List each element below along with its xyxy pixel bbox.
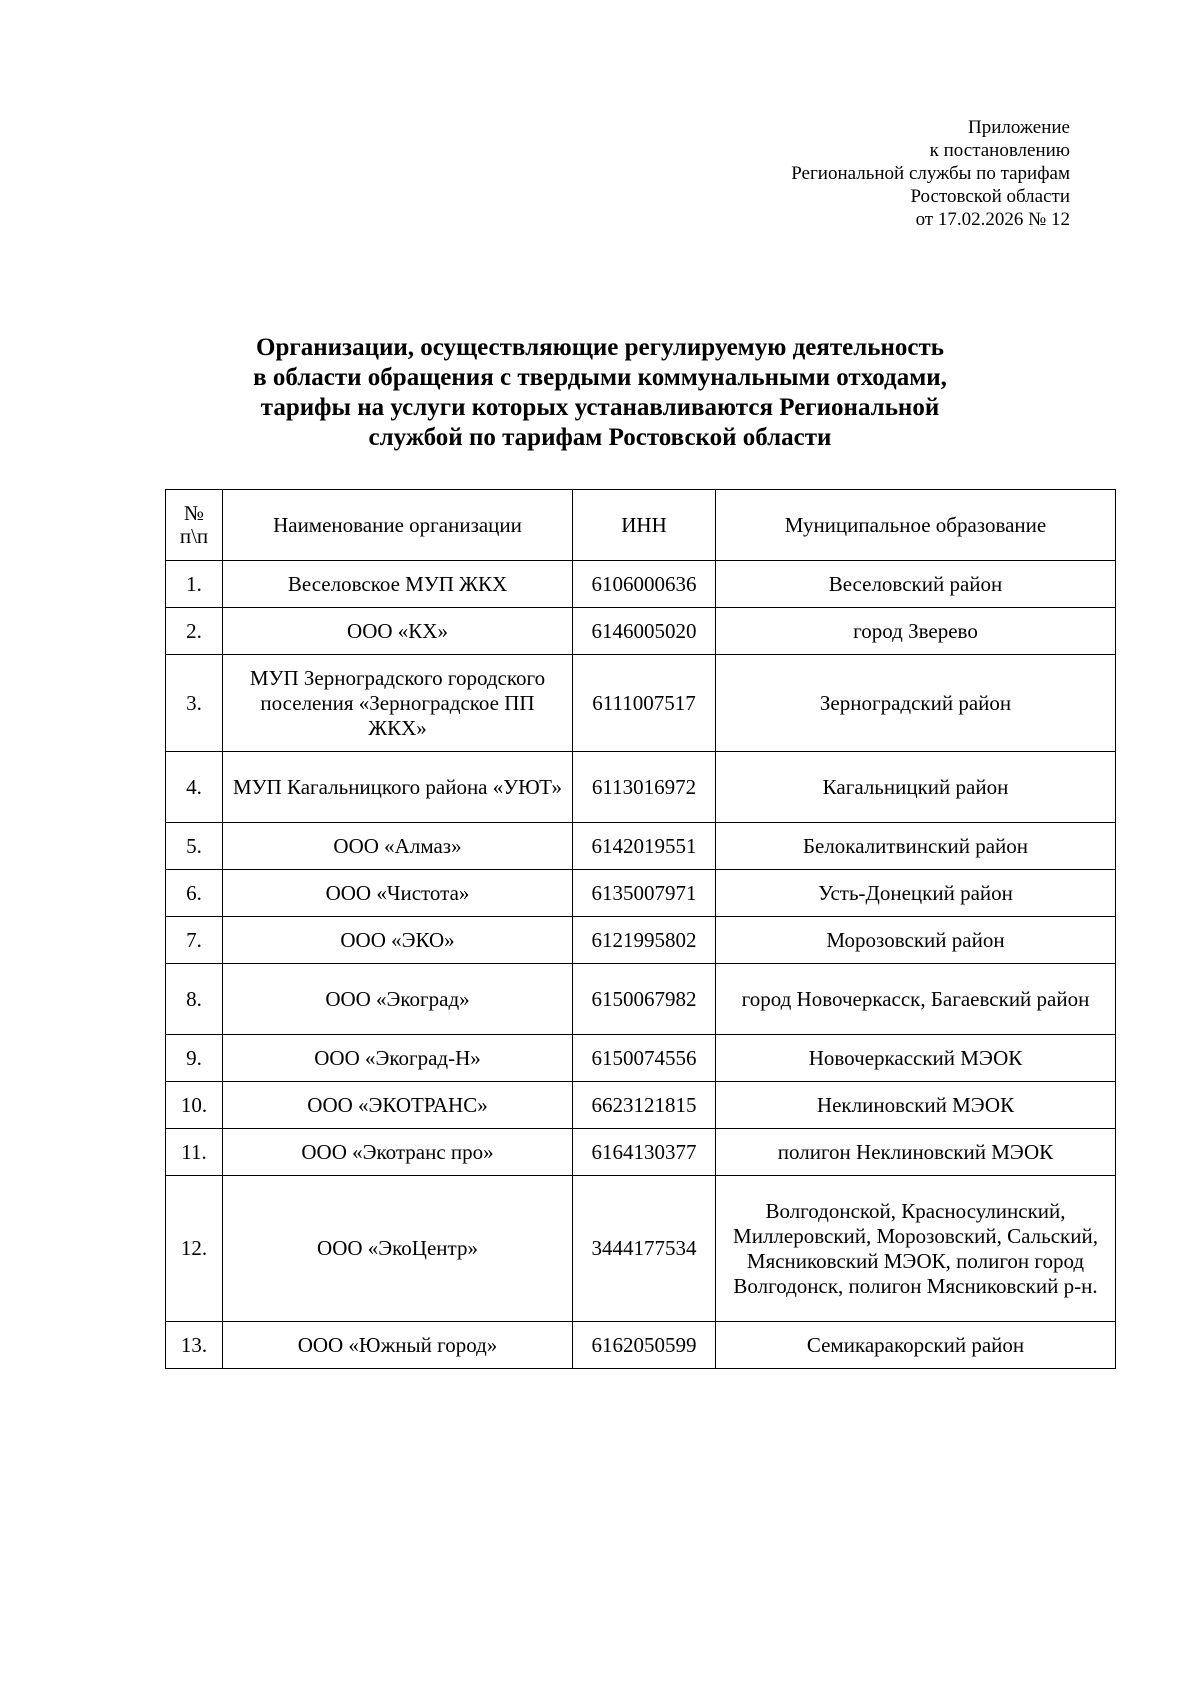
organizations-table (165, 489, 1116, 1369)
table-row (166, 1322, 1116, 1369)
cell-name: ООО «Экоград-Н» (223, 1035, 573, 1082)
cell-municipality: полигон Неклиновский МЭОК (716, 1129, 1116, 1176)
cell-inn: 6142019551 (573, 823, 716, 870)
cell-name: ООО «КХ» (223, 608, 573, 655)
cell-inn: 6106000636 (573, 561, 716, 608)
document-title (150, 333, 1050, 453)
cell-number: 10. (166, 1082, 223, 1129)
cell-name: ООО «ЭКО» (223, 917, 573, 964)
cell-name: ООО «Экоград» (223, 964, 573, 1035)
cell-municipality: Зерноградский район (716, 655, 1116, 752)
table-row (166, 823, 1116, 870)
title-line: Организации, осуществляющие регулируемую деятельность (256, 334, 944, 361)
cell-municipality: Неклиновский МЭОК (716, 1082, 1116, 1129)
cell-inn: 6162050599 (573, 1322, 716, 1369)
cell-municipality: Веселовский район (716, 561, 1116, 608)
cell-municipality: Новочеркасский МЭОК (716, 1035, 1116, 1082)
cell-number: 2. (166, 608, 223, 655)
table-row (166, 1129, 1116, 1176)
cell-name: ООО «Алмаз» (223, 823, 573, 870)
header-number-sub: п\п (179, 524, 209, 548)
cell-number: 8. (166, 964, 223, 1035)
cell-number: 1. (166, 561, 223, 608)
cell-inn: 6623121815 (573, 1082, 716, 1129)
table-row (166, 655, 1116, 752)
table-row (166, 870, 1116, 917)
cell-name: ООО «Чистота» (223, 870, 573, 917)
cell-municipality: Белокалитвинский район (716, 823, 1116, 870)
cell-municipality: Кагальницкий район (716, 752, 1116, 823)
cell-inn: 6113016972 (573, 752, 716, 823)
appendix-line: к постановлению (929, 140, 1070, 161)
title-line: службой по тарифам Ростовской области (368, 424, 832, 451)
header-name: Наименование организации (223, 490, 573, 561)
cell-municipality: город Зверево (716, 608, 1116, 655)
appendix-block (791, 116, 1070, 231)
cell-number: 5. (166, 823, 223, 870)
title-line: тарифы на услуги которых устанавливаются Региональной (260, 394, 940, 421)
table-row (166, 1082, 1116, 1129)
cell-inn: 6111007517 (573, 655, 716, 752)
table-row (166, 1176, 1116, 1322)
cell-name: ООО «Экотранс про» (223, 1129, 573, 1176)
cell-inn: 3444177534 (573, 1176, 716, 1322)
title-line: в области обращения с твердыми коммунальными отходами, (253, 364, 947, 391)
cell-inn: 6164130377 (573, 1129, 716, 1176)
cell-number: 4. (166, 752, 223, 823)
appendix-line: от 17.02.2026 № 12 (915, 209, 1070, 230)
table-row (166, 608, 1116, 655)
cell-name: Веселовское МУП ЖКХ (223, 561, 573, 608)
cell-inn: 6121995802 (573, 917, 716, 964)
header-inn: ИНН (573, 490, 716, 561)
appendix-line: Приложение (968, 117, 1070, 138)
appendix-line: Ростовской области (910, 186, 1070, 207)
table-row (166, 1035, 1116, 1082)
cell-inn: 6146005020 (573, 608, 716, 655)
cell-municipality: Усть-Донецкий район (716, 870, 1116, 917)
table-header-row (166, 490, 1116, 561)
header-municipality: Муниципальное образование (716, 490, 1116, 561)
cell-number: 11. (166, 1129, 223, 1176)
cell-municipality: Волгодонской, Красносулинский, Миллеровский, Морозовский, Сальский, Мясниковский МЭОК, полигон город Волгодонск, полигон Мясниковский р-н. (716, 1176, 1116, 1322)
table-row (166, 561, 1116, 608)
cell-number: 13. (166, 1322, 223, 1369)
cell-number: 7. (166, 917, 223, 964)
table-row (166, 964, 1116, 1035)
cell-name: МУП Зерноградского городского поселения «Зерноградское ПП ЖКХ» (223, 655, 573, 752)
cell-name: ООО «ЭкоЦентр» (223, 1176, 573, 1322)
cell-inn: 6135007971 (573, 870, 716, 917)
cell-municipality: город Новочеркасск, Багаевский район (716, 964, 1116, 1035)
cell-number: 12. (166, 1176, 223, 1322)
cell-inn: 6150067982 (573, 964, 716, 1035)
header-number-sign: № (183, 501, 205, 525)
cell-name: ООО «Южный город» (223, 1322, 573, 1369)
cell-number: 9. (166, 1035, 223, 1082)
cell-name: ООО «ЭКОТРАНС» (223, 1082, 573, 1129)
header-number (166, 490, 223, 561)
appendix-line: Региональной службы по тарифам (791, 163, 1070, 184)
cell-inn: 6150074556 (573, 1035, 716, 1082)
cell-number: 3. (166, 655, 223, 752)
cell-name: МУП Кагальницкого района «УЮТ» (223, 752, 573, 823)
table-row (166, 752, 1116, 823)
cell-municipality: Семикаракорский район (716, 1322, 1116, 1369)
cell-municipality: Морозовский район (716, 917, 1116, 964)
cell-number: 6. (166, 870, 223, 917)
table-row (166, 917, 1116, 964)
